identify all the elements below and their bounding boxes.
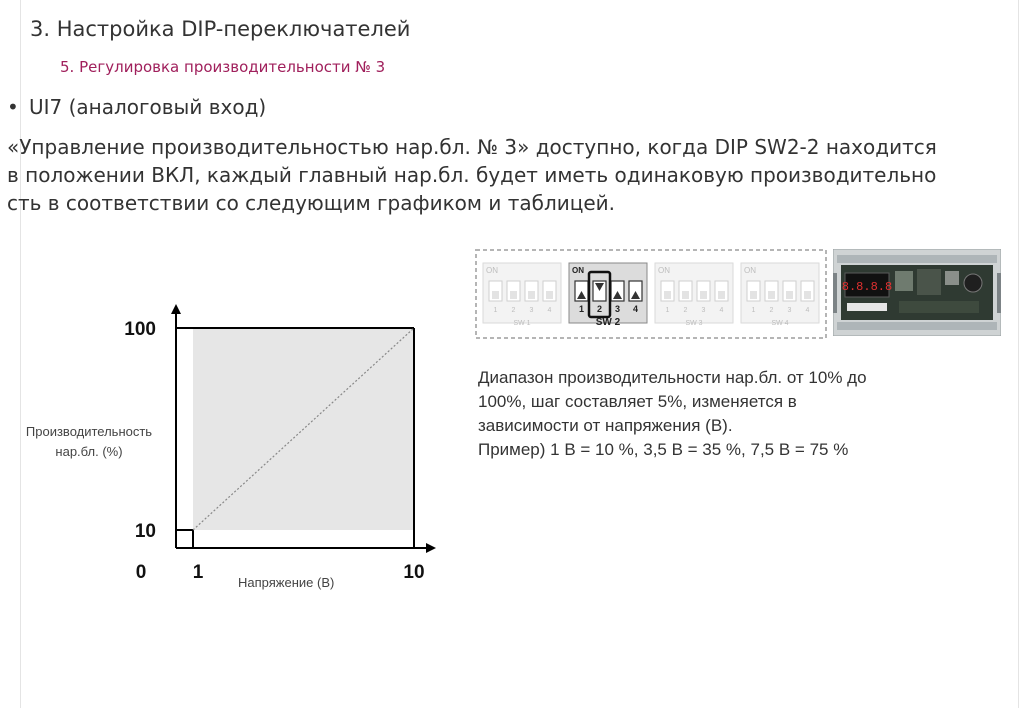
dip-on-label: ON: [572, 266, 584, 275]
x-axis-arrow: [426, 543, 436, 553]
dip-group-name: SW 2: [595, 317, 621, 328]
dip-switch-panel: [475, 249, 827, 343]
control-board-svg: [833, 249, 1001, 336]
dip-switch-number: 3: [701, 307, 706, 314]
page-title: 3. Настройка DIP-переключателей: [30, 17, 411, 41]
paragraph-line: сть в соответствии со следующим графиком и таблицей.: [7, 191, 616, 215]
dip-switch-lever: [718, 291, 725, 299]
bullet-text: UI7 (аналоговый вход): [29, 95, 267, 119]
dip-switch-number: 1: [751, 307, 756, 314]
paragraph-line: в положении ВКЛ, каждый главный нар.бл. будет иметь одинаковую производительно: [7, 163, 937, 187]
dip-switch-lever: [786, 291, 793, 299]
dip-switch-lever: [804, 291, 811, 299]
dip-switch-svg: [475, 249, 827, 339]
x-tick-label: 10: [403, 562, 425, 583]
dip-on-label: ON: [486, 266, 498, 275]
board-display-digits: 8.8.8.8: [841, 280, 893, 294]
bullet-dot: •: [7, 95, 19, 119]
dip-on-label: ON: [658, 266, 670, 275]
dip-switch-number: 1: [578, 304, 585, 314]
dip-group-1: [483, 263, 561, 327]
description-line: зависимости от напряжения (В).: [478, 416, 733, 435]
dip-switch-lever: [768, 291, 775, 299]
dip-switch-number: 3: [529, 307, 534, 314]
dip-group-4: [741, 263, 819, 327]
y-tick-label: 100: [124, 319, 156, 340]
dip-switch-lever: [546, 291, 553, 299]
dip-switch-number: 4: [547, 307, 552, 314]
dip-switch-lever: [700, 291, 707, 299]
dip-switch-number: 4: [805, 307, 810, 314]
description-line: 100%, шаг составляет 5%, изменяется в: [478, 392, 797, 411]
dip-on-label: ON: [744, 266, 756, 275]
range-description: [478, 366, 998, 462]
y-axis-arrow: [171, 304, 181, 314]
bullet-item: [7, 95, 266, 119]
dip-switch-number: 2: [769, 307, 774, 314]
dip-group-3: [655, 263, 733, 327]
dip-switch-number: 1: [665, 307, 670, 314]
dip-switch-number: 4: [719, 307, 724, 314]
dip-switch-number: 2: [596, 304, 603, 314]
dip-switch-lever: [664, 291, 671, 299]
y-tick-label: 10: [134, 521, 156, 542]
dip-switch-lever: [492, 291, 499, 299]
paragraph-line: «Управление производительностью нар.бл. № 3» доступно, когда DIP SW2-2 находится: [7, 135, 937, 159]
dip-switch-number: 4: [632, 304, 639, 314]
dip-switch-lever: [682, 291, 689, 299]
frame-right-line: [1018, 0, 1019, 708]
dip-switch-number: 2: [683, 307, 688, 314]
dip-switch-number: 1: [493, 307, 498, 314]
description-paragraph: [7, 133, 1007, 217]
dip-group-name: SW 4: [771, 320, 789, 327]
dip-group-2: [569, 263, 647, 328]
dip-group-name: SW 3: [685, 320, 703, 327]
x-axis-label: Напряжение (В): [238, 575, 335, 590]
dip-switch-number: 2: [511, 307, 516, 314]
dip-switch-lever: [510, 291, 517, 299]
description-line: Пример) 1 В = 10 %, 3,5 В = 35 %, 7,5 В = 75 %: [478, 440, 849, 459]
y-axis-label: [0, 422, 178, 462]
control-board-image: [833, 249, 1001, 336]
x-tick-label: 1: [192, 562, 204, 583]
description-line: Диапазон производительности нар.бл. от 10% до: [478, 368, 867, 387]
origin-tick-label: 0: [135, 562, 147, 583]
dip-switch-number: 3: [614, 304, 621, 314]
y-axis-label-line: Производительность: [25, 424, 153, 439]
dip-switch-lever: [750, 291, 757, 299]
dip-switch-lever: [528, 291, 535, 299]
dip-switch-number: 3: [787, 307, 792, 314]
dip-group-name: SW 1: [513, 320, 531, 327]
y-axis-label-line: нар.бл. (%): [55, 444, 123, 459]
section-subtitle: 5. Регулировка производительности № 3: [60, 58, 386, 76]
